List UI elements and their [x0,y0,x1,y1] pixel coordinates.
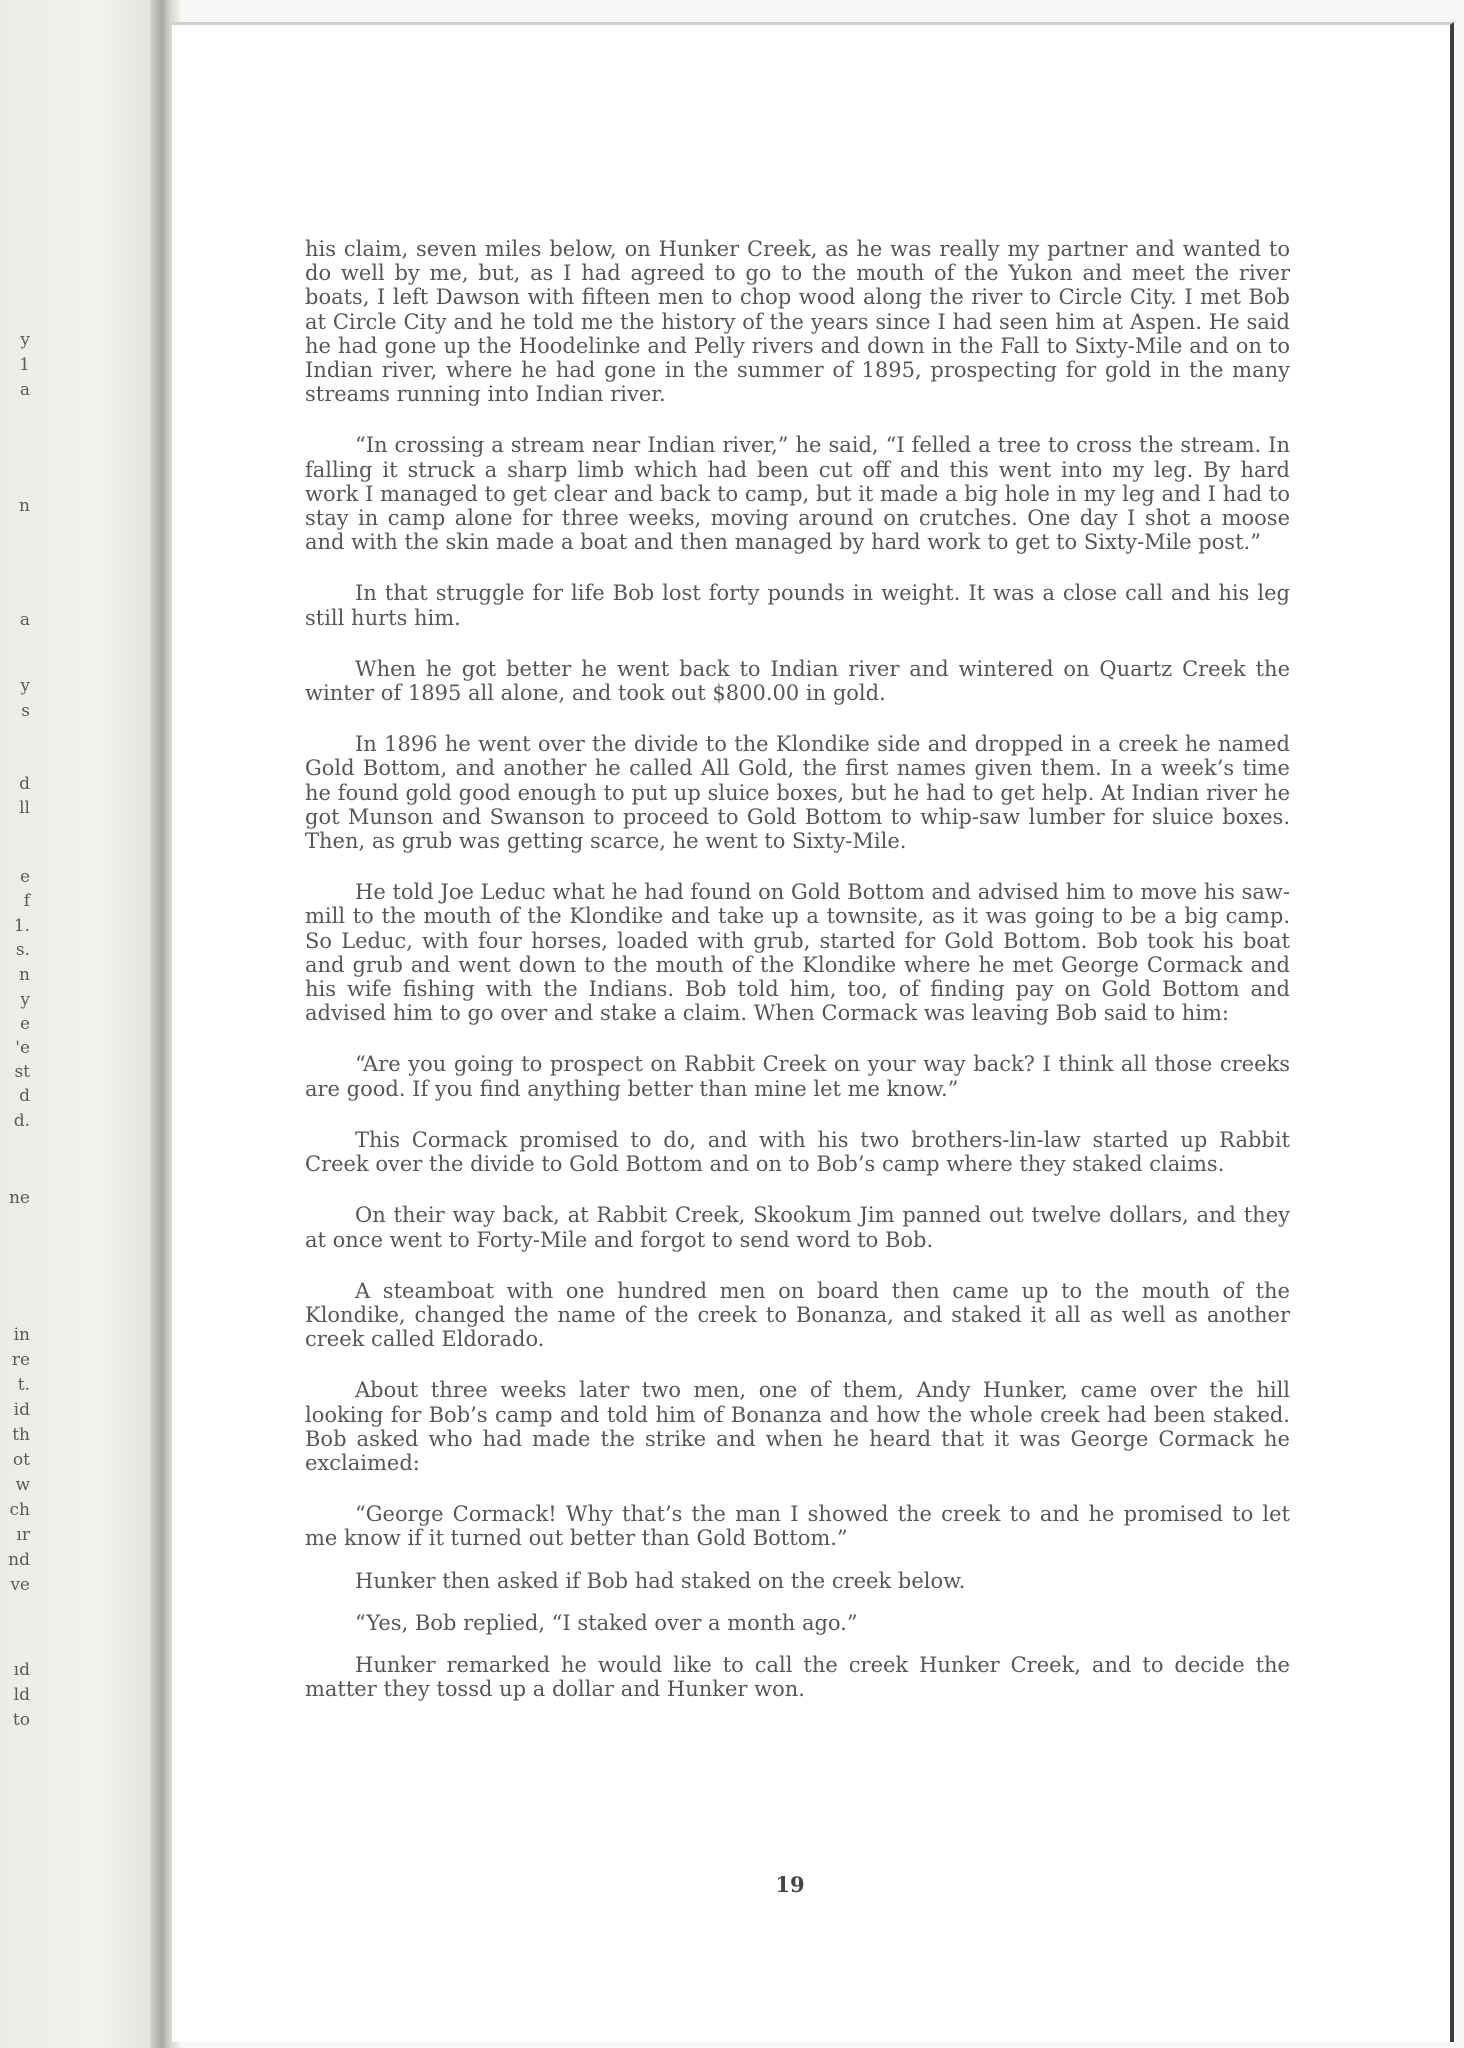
left-fragment: to [12,1710,30,1730]
paragraph: Hunker then asked if Bob had staked on the creek below. [355,1568,966,1593]
left-fragment: ld [13,1685,30,1705]
left-fragment: d [19,774,30,794]
left-fragment: d. [13,1111,30,1131]
paragraph: This Cormack promised to do, and with his two brothers-lin-law started up Rabbit Creek over the divide to Gold Bottom and on to Bob’s camp where they staked claims. [305,1127,1290,1177]
page-number: 19 [775,1872,805,1897]
left-fragment: s. [15,940,30,960]
left-fragment: y [20,676,30,696]
paragraph: A steamboat with one hundred men on board then came up to the mouth of the Klondike, changed the name of the creek to Bonanza, and staked it all as well as another creek called Eldorado. [305,1278,1290,1352]
paragraph: In that struggle for life Bob lost forty pounds in weight. It was a close call and his leg still hurts him. [305,581,1290,630]
left-fragment: f [23,891,30,911]
paragraph: “Yes, Bob replied, “I staked over a month ago.” [355,1610,858,1635]
left-fragment: in [13,1325,30,1345]
left-fragment: a [19,380,30,400]
left-fragment: d [19,1086,30,1106]
left-page-edge [0,0,158,2048]
left-fragment: 'e [15,1038,30,1058]
left-fragment: n [19,496,30,516]
left-fragment: n [19,965,30,985]
left-fragment: th [12,1425,30,1445]
left-fragment: ot [12,1450,30,1470]
paragraph: On their way back, at Rabbit Creek, Skookum Jim panned out twelve dollars, and they at once went to Forty-Mile and forgot to send word to Bob. [305,1203,1290,1252]
left-fragment: a [19,610,30,630]
left-fragment: ll [19,798,30,818]
left-fragment: w [15,1475,30,1495]
left-fragment: y [20,990,30,1010]
left-fragment: re [11,1350,30,1370]
left-fragment: ır [16,1525,30,1545]
paragraph: He told Joe Leduc what he had found on Gold Bottom and advised him to move his saw-mill to the mouth of the Klondike and take up a townsite, as it was going to be a big camp. So Leduc, with four horses, loaded with grub, started for Gold Bottom. Bob took his boat and grub and went down to the mouth of the Klondike where he met George Cormack and his wife fishing with the Indians. Bob told him, too, of finding pay on Gold Bottom and advised him to go over and stake a claim. When Cormack was leaving Bob said to him: [305,880,1290,1026]
left-fragment: ıd [13,1660,30,1680]
left-fragment: ve [10,1575,30,1595]
left-fragment: y [20,330,30,350]
left-fragment: ne [8,1188,30,1208]
left-fragment: 1. [13,916,30,936]
paragraph: “Are you going to prospect on Rabbit Creek on your way back? I think all those creeks are good. If you find anything better than mine let me know.” [305,1052,1290,1101]
left-fragment: nd [8,1550,30,1570]
left-fragment: t. [17,1375,30,1395]
left-fragment: id [13,1400,30,1420]
paragraph: Hunker remarked he would like to call the creek Hunker Creek, and to decide the matter they tossd up a dollar and Hunker won. [305,1652,1290,1702]
paragraph: In 1896 he went over the divide to the Klondike side and dropped in a creek he named Gold Bottom, and another he called All Gold, the first names given them. In a week’s time he found gold good enough to put up sluice boxes, but he had to get help. At Indian river he got Munson and Swanson to proceed to Gold Bottom to whip-saw lumber for sluice boxes. Then, as grub was getting scarce, he went to Sixty-Mile. [305,732,1290,854]
left-fragment: ch [9,1500,30,1520]
left-fragment: e [19,1014,30,1034]
paragraph: “In crossing a stream near Indian river,” he said, “I felled a tree to cross the stream. In falling it struck a sharp limb which had been cut off and this went into my leg. By hard work I managed to get clear and back to camp, but it made a big hole in my leg and I had to stay in camp alone for three weeks, moving around on crutches. One day I shot a moose and with the skin made a boat and then managed by hard work to get to Sixty-Mile post.” [305,433,1290,555]
left-fragment: e [19,867,30,887]
paragraph: his claim, seven miles below, on Hunker Creek, as he was really my partner and wanted to do well by me, but, as I had agreed to go to the mouth of the Yukon and meet the river boats, I left Dawson with fifteen men to chop wood along the river to Circle City. I met Bob at Circle City and he told me the history of the years since I had seen him at Aspen. He said he had gone up the Hoodelinke and Pelly rivers and down in the Fall to Sixty-Mile and on to Indian river, where he had gone in the summer of 1895, prospecting for gold in the many streams running into Indian river. [305,237,1290,407]
paragraph: About three weeks later two men, one of them, Andy Hunker, came over the hill looking for Bob’s camp and told him of Bonanza and how the whole creek had been staked. Bob asked who had made the strike and when he heard that it was George Cormack he exclaimed: [305,1378,1290,1475]
paragraph: When he got better he went back to Indian river and wintered on Quartz Creek the winter of 1895 all alone, and took out $800.00 in gold. [305,656,1290,706]
left-fragment: s [21,701,30,721]
left-fragment: 1 [19,355,30,375]
left-page-text-fragments [0,0,40,2048]
page-body-text [305,237,1290,1719]
paragraph: “George Cormack! Why that’s the man I showed the creek to and he promised to let me know if it turned out better than Gold Bottom.” [305,1502,1290,1551]
left-fragment: st [14,1062,30,1082]
